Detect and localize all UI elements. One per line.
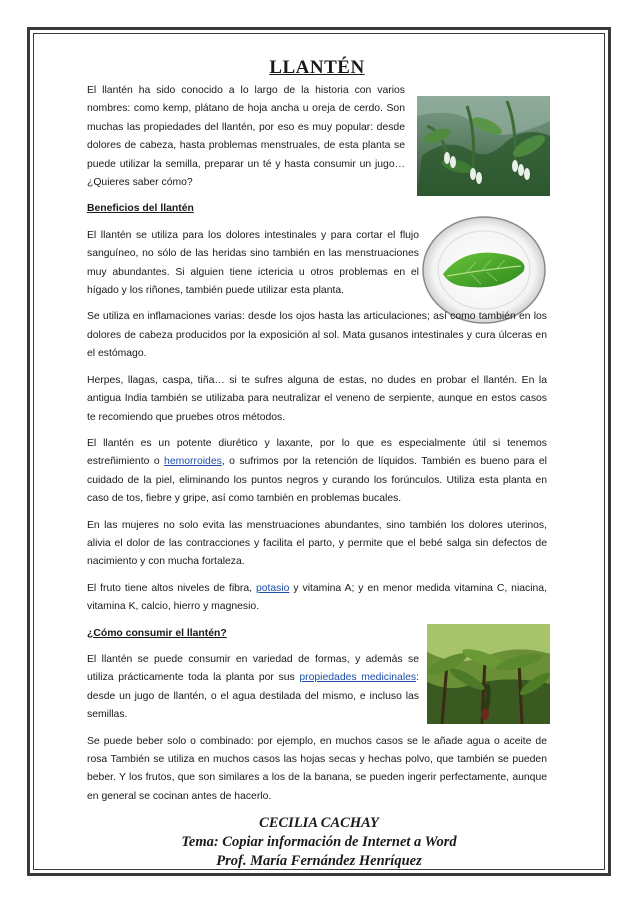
propiedades-medicinales-link[interactable]: propiedades medicinales [299, 672, 417, 684]
benefits-paragraph-2-text: Se utiliza en inflamaciones varias: desde los ojos hasta las articulaciones; así como también en los dolores de cabeza producidos por la exposición al sol. Mata gusanos intestinales y cura úlceras en el estómago. [87, 311, 547, 360]
benefits-paragraph-6 [87, 580, 547, 617]
footer-topic: Tema: Copiar información de Internet a Word [181, 834, 457, 850]
consume-paragraph-2: Se puede beber solo o combinado: por ejemplo, en muchos casos se le añade agua o aceite de rosa También se utiliza en muchos casos las hojas secas y hechas polvo, que también se pueden beber. Y los frutos, que son similares a los de la banana, se pueden ingerir perfectamente, aunque en general se cocinan antes de hacerlo. [87, 735, 547, 802]
benefits-paragraph-6-text-b: y vitamina A; y en menor medida vitamina C, niacina, vitamina K, calcio, hierro y magnesio. [87, 582, 547, 613]
consume-paragraph-1-text-b: : desde un jugo de llantén, o el agua destilada del mismo, e incluso las semillas. [87, 672, 420, 721]
footer-author: CECILIA CACHAY [259, 815, 379, 831]
consume-paragraph-1 [87, 651, 419, 725]
intro-paragraph: El llantén ha sido conocido a lo largo de la historia con varios nombres: como kemp, plátano de hoja ancha u oreja de cerdo. Son muchas las propiedades del llantén, por eso es muy popular: desde dolores de cabeza, hasta problemas menstruales, de esta planta se puede utilizar la semilla, preparar un té y hasta consumir un jugo… ¿Quieres saber cómo? [87, 85, 405, 189]
benefits-paragraph-4-text-a: El llantén es un potente diurético y laxante, por lo que es especialmente útil si tenemos estreñimiento o [87, 437, 547, 468]
benefits-paragraph-5: En las mujeres no solo evita las menstruaciones abundantes, sino también los dolores uterinos, alivia el dolor de las contracciones y facilita el parto, y permite que el bebé salga sin defectos de nacimiento y con mucha fortaleza. [87, 519, 547, 568]
benefits-heading: Beneficios del llantén [87, 203, 194, 215]
benefits-paragraph-3: Herpes, llagas, caspa, tiña… si te sufres alguna de estas, no dudes en probar el llantén. En la antigua India también se utilizaba para neutralizar el veneno de serpiente, aunque en estos casos te recomiendo que pruebes otros métodos. [87, 374, 547, 423]
consume-heading: ¿Cómo consumir el llantén? [87, 627, 227, 639]
page-title: LLANTÉN [269, 57, 365, 78]
consume-paragraph-1-text-a: El llantén se puede consumir en variedad de formas, y además se utiliza prácticamente toda la planta por sus [87, 653, 419, 684]
benefits-paragraph-2 [87, 308, 547, 363]
document-body [87, 56, 547, 814]
benefits-paragraph-4 [87, 435, 547, 509]
potasio-link[interactable]: potasio [255, 582, 290, 594]
document-footer [33, 814, 605, 871]
benefits-paragraph-6-text-a: El fruto tiene altos niveles de fibra, [87, 582, 256, 594]
benefits-paragraph-1: El llantén se utiliza para los dolores intestinales y para cortar el flujo sanguíneo, no sólo de las heridas sino también en las menstruaciones muy abundantes. Si alguien tiene ictericia u otros problemas en el hígado y los riñones, también puede utilizar esta planta. [87, 229, 419, 297]
benefits-paragraph-4-text-b: , o sufrimos por la retención de líquidos. También es bueno para el cuidado de la piel, eliminando los puntos negros y curando los forúnculos. Utiliza esta planta en caso de tos, fiebre y gripe, así como también en problemas bucales. [87, 456, 547, 505]
hemorroides-link[interactable]: hemorroides [164, 456, 222, 468]
footer-teacher: Prof. María Fernández Henríquez [216, 853, 422, 869]
